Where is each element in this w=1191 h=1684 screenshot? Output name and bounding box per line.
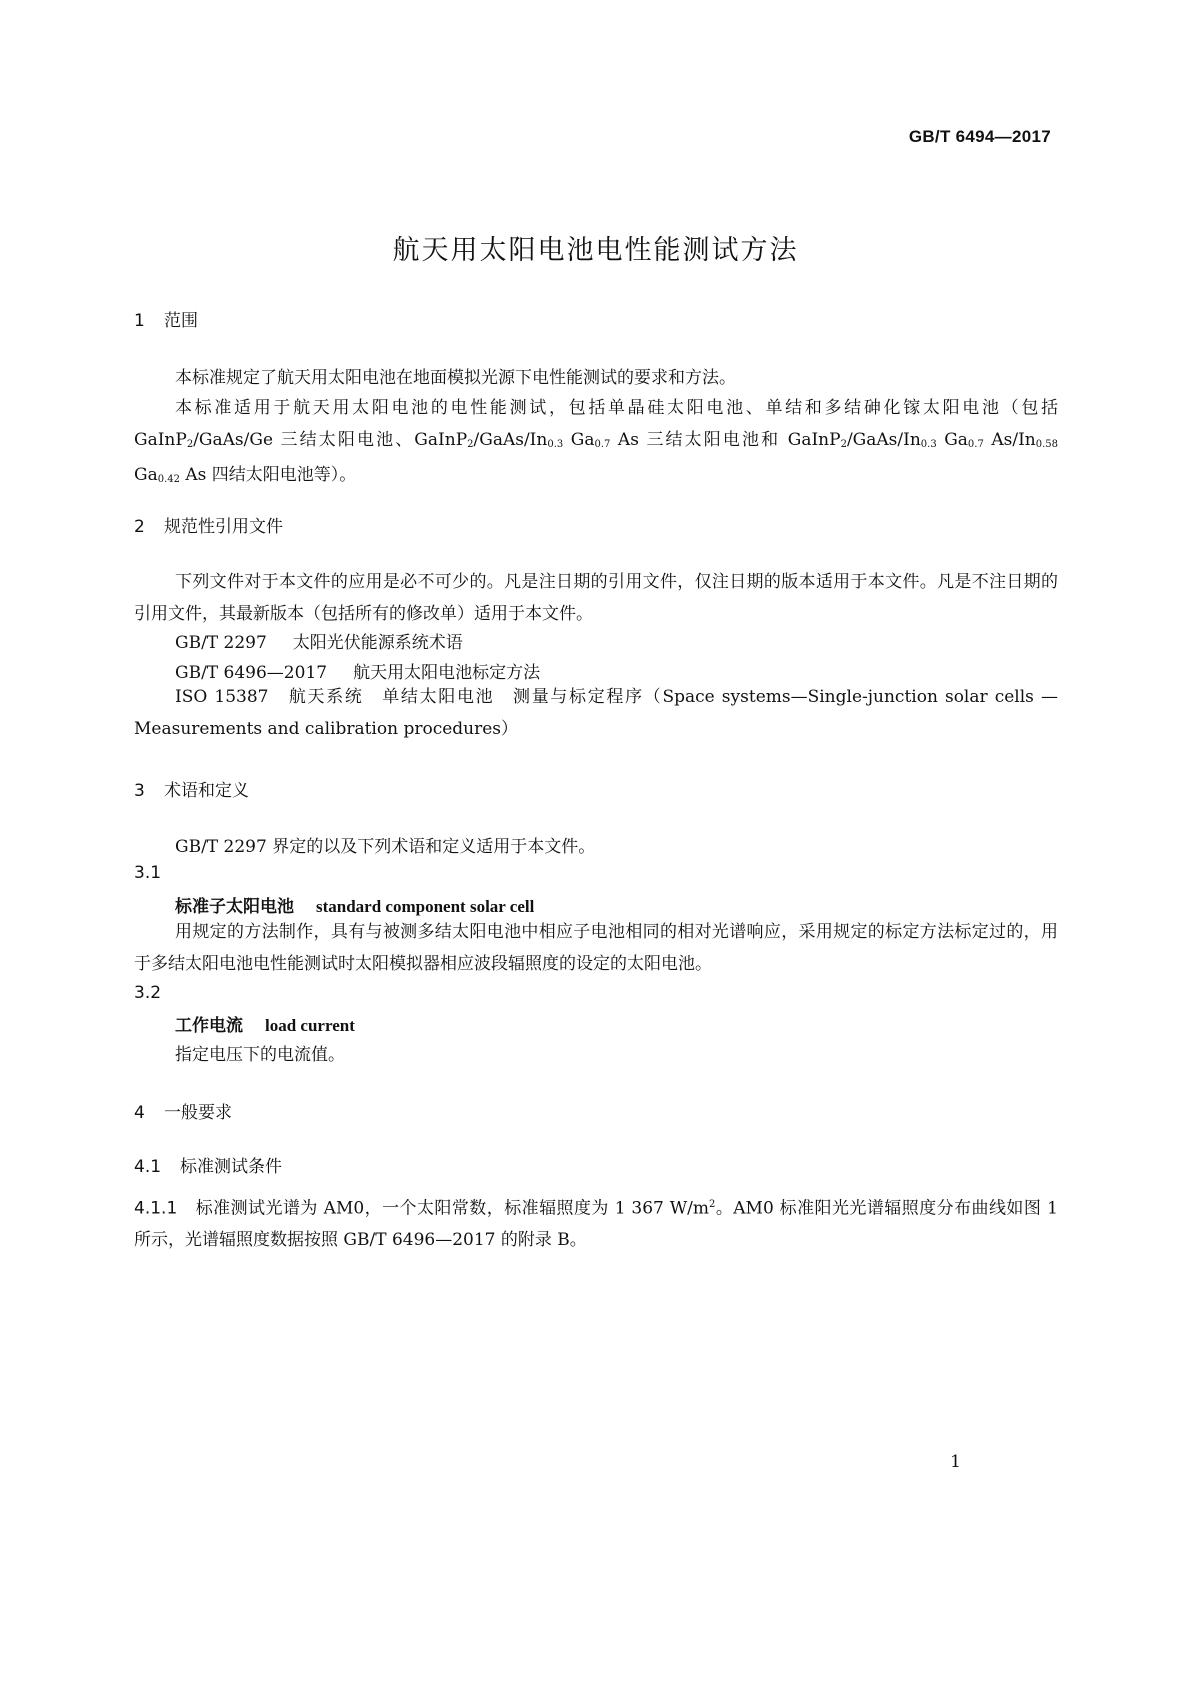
subscript: 2 xyxy=(186,438,194,450)
scope-paragraph-2 xyxy=(134,393,1058,496)
text-run: /GaAs/Ge 三结太阳电池、GaInP xyxy=(193,429,468,450)
text-run: As 四结太阳电池等）。 xyxy=(179,465,357,485)
section-number: 3 xyxy=(134,781,145,801)
clause-4-1-1 xyxy=(134,1189,1058,1257)
text-run: /GaAs/In xyxy=(473,429,548,450)
subscript: 0.3 xyxy=(547,438,564,450)
term-entry xyxy=(175,892,534,917)
term-chinese: 工作电流 xyxy=(175,1016,243,1036)
text-run: Ga xyxy=(134,465,158,485)
section-title: 规范性引用文件 xyxy=(164,517,283,537)
text-run: As 三结太阳电池和 GaInP xyxy=(610,429,841,450)
reference-item: ISO 15387 航天系统 单结太阳电池 测量与标定程序（Space systems—Single-junction solar cells —Measurements and calibration procedures） xyxy=(134,687,1058,739)
references-intro: 下列文件对于本文件的应用是必不可少的。凡是注日期的引用文件，仅注日期的版本适用于本文件。凡是不注日期的引用文件，其最新版本（包括所有的修改单）适用于本文件。 xyxy=(134,572,1058,624)
terms-intro: GB/T 2297 界定的以及下列术语和定义适用于本文件。 xyxy=(175,837,596,857)
term-number: 3.1 xyxy=(134,863,162,883)
subscript: 2 xyxy=(840,438,847,450)
document-title: 航天用太阳电池电性能测试方法 xyxy=(392,235,799,266)
section-title: 一般要求 xyxy=(164,1103,232,1123)
section-3-heading xyxy=(134,776,249,801)
subscript: 0.58 xyxy=(1035,438,1059,450)
text-run: Ga xyxy=(563,429,595,450)
section-2-heading xyxy=(134,512,283,537)
text-run: 标准测试光谱为 AM0，一个太阳常数，标准辐照度为 1 367 W/m xyxy=(195,1198,710,1219)
clause-number: 4.1.1 xyxy=(134,1198,178,1219)
subscript: 0.7 xyxy=(967,438,984,450)
text-run: As/In xyxy=(983,429,1036,450)
text-run: 本标准适用于航天用太阳电池的电性能测试，包括单晶硅太阳电池、单结和多结砷化镓太阳电池（包括 GaInP xyxy=(134,398,1058,450)
section-1-heading xyxy=(134,306,198,331)
subscript: 0.42 xyxy=(157,474,180,485)
term-english: standard component solar cell xyxy=(316,897,535,916)
section-number: 2 xyxy=(134,517,145,537)
reference-item xyxy=(175,628,463,653)
term-english: load current xyxy=(265,1016,355,1035)
reference-title: 太阳光伏能源系统术语 xyxy=(292,633,463,653)
superscript: 2 xyxy=(709,1199,716,1210)
term-number: 3.2 xyxy=(134,983,162,1003)
subsection-4-1-heading xyxy=(134,1152,282,1177)
reference-code: GB/T 6496—2017 xyxy=(175,663,328,683)
text-run: 。AM0 标准阳光光谱辐照度分布曲线如图 1 所示，光谱辐照度数据按照 GB/T 6496—2017 的附录 B。 xyxy=(134,1198,1058,1251)
section-number: 4 xyxy=(134,1103,145,1123)
subscript: 0.7 xyxy=(594,438,611,450)
term-definition: 用规定的方法制作，具有与被测多结太阳电池中相应子电池相同的相对光谱响应，采用规定的标定方法标定过的，用于多结太阳电池电性能测试时太阳模拟器相应波段辐照度的设定的太阳电池。 xyxy=(134,922,1058,974)
standard-number: GB/T 6494—2017 xyxy=(908,127,1051,146)
section-4-heading xyxy=(134,1098,232,1123)
section-title: 范围 xyxy=(164,311,198,331)
term-definition: 指定电压下的电流值。 xyxy=(175,1045,345,1065)
subscript: 0.3 xyxy=(920,438,937,450)
reference-title: 航天用太阳电池标定方法 xyxy=(353,663,541,683)
section-title: 术语和定义 xyxy=(164,781,249,801)
page-number: 1 xyxy=(950,1452,961,1472)
subsection-title: 标准测试条件 xyxy=(180,1157,282,1177)
section-number: 1 xyxy=(134,311,145,331)
term-chinese: 标准子太阳电池 xyxy=(175,897,294,917)
subsection-number: 4.1 xyxy=(134,1157,162,1177)
text-run: /GaAs/In xyxy=(846,429,921,450)
subscript: 2 xyxy=(467,438,474,450)
reference-item xyxy=(175,658,540,683)
reference-code: GB/T 2297 xyxy=(175,633,267,653)
term-entry xyxy=(175,1011,355,1036)
text-run: Ga xyxy=(936,429,968,450)
scope-paragraph-1: 本标准规定了航天用太阳电池在地面模拟光源下电性能测试的要求和方法。 xyxy=(175,368,736,388)
